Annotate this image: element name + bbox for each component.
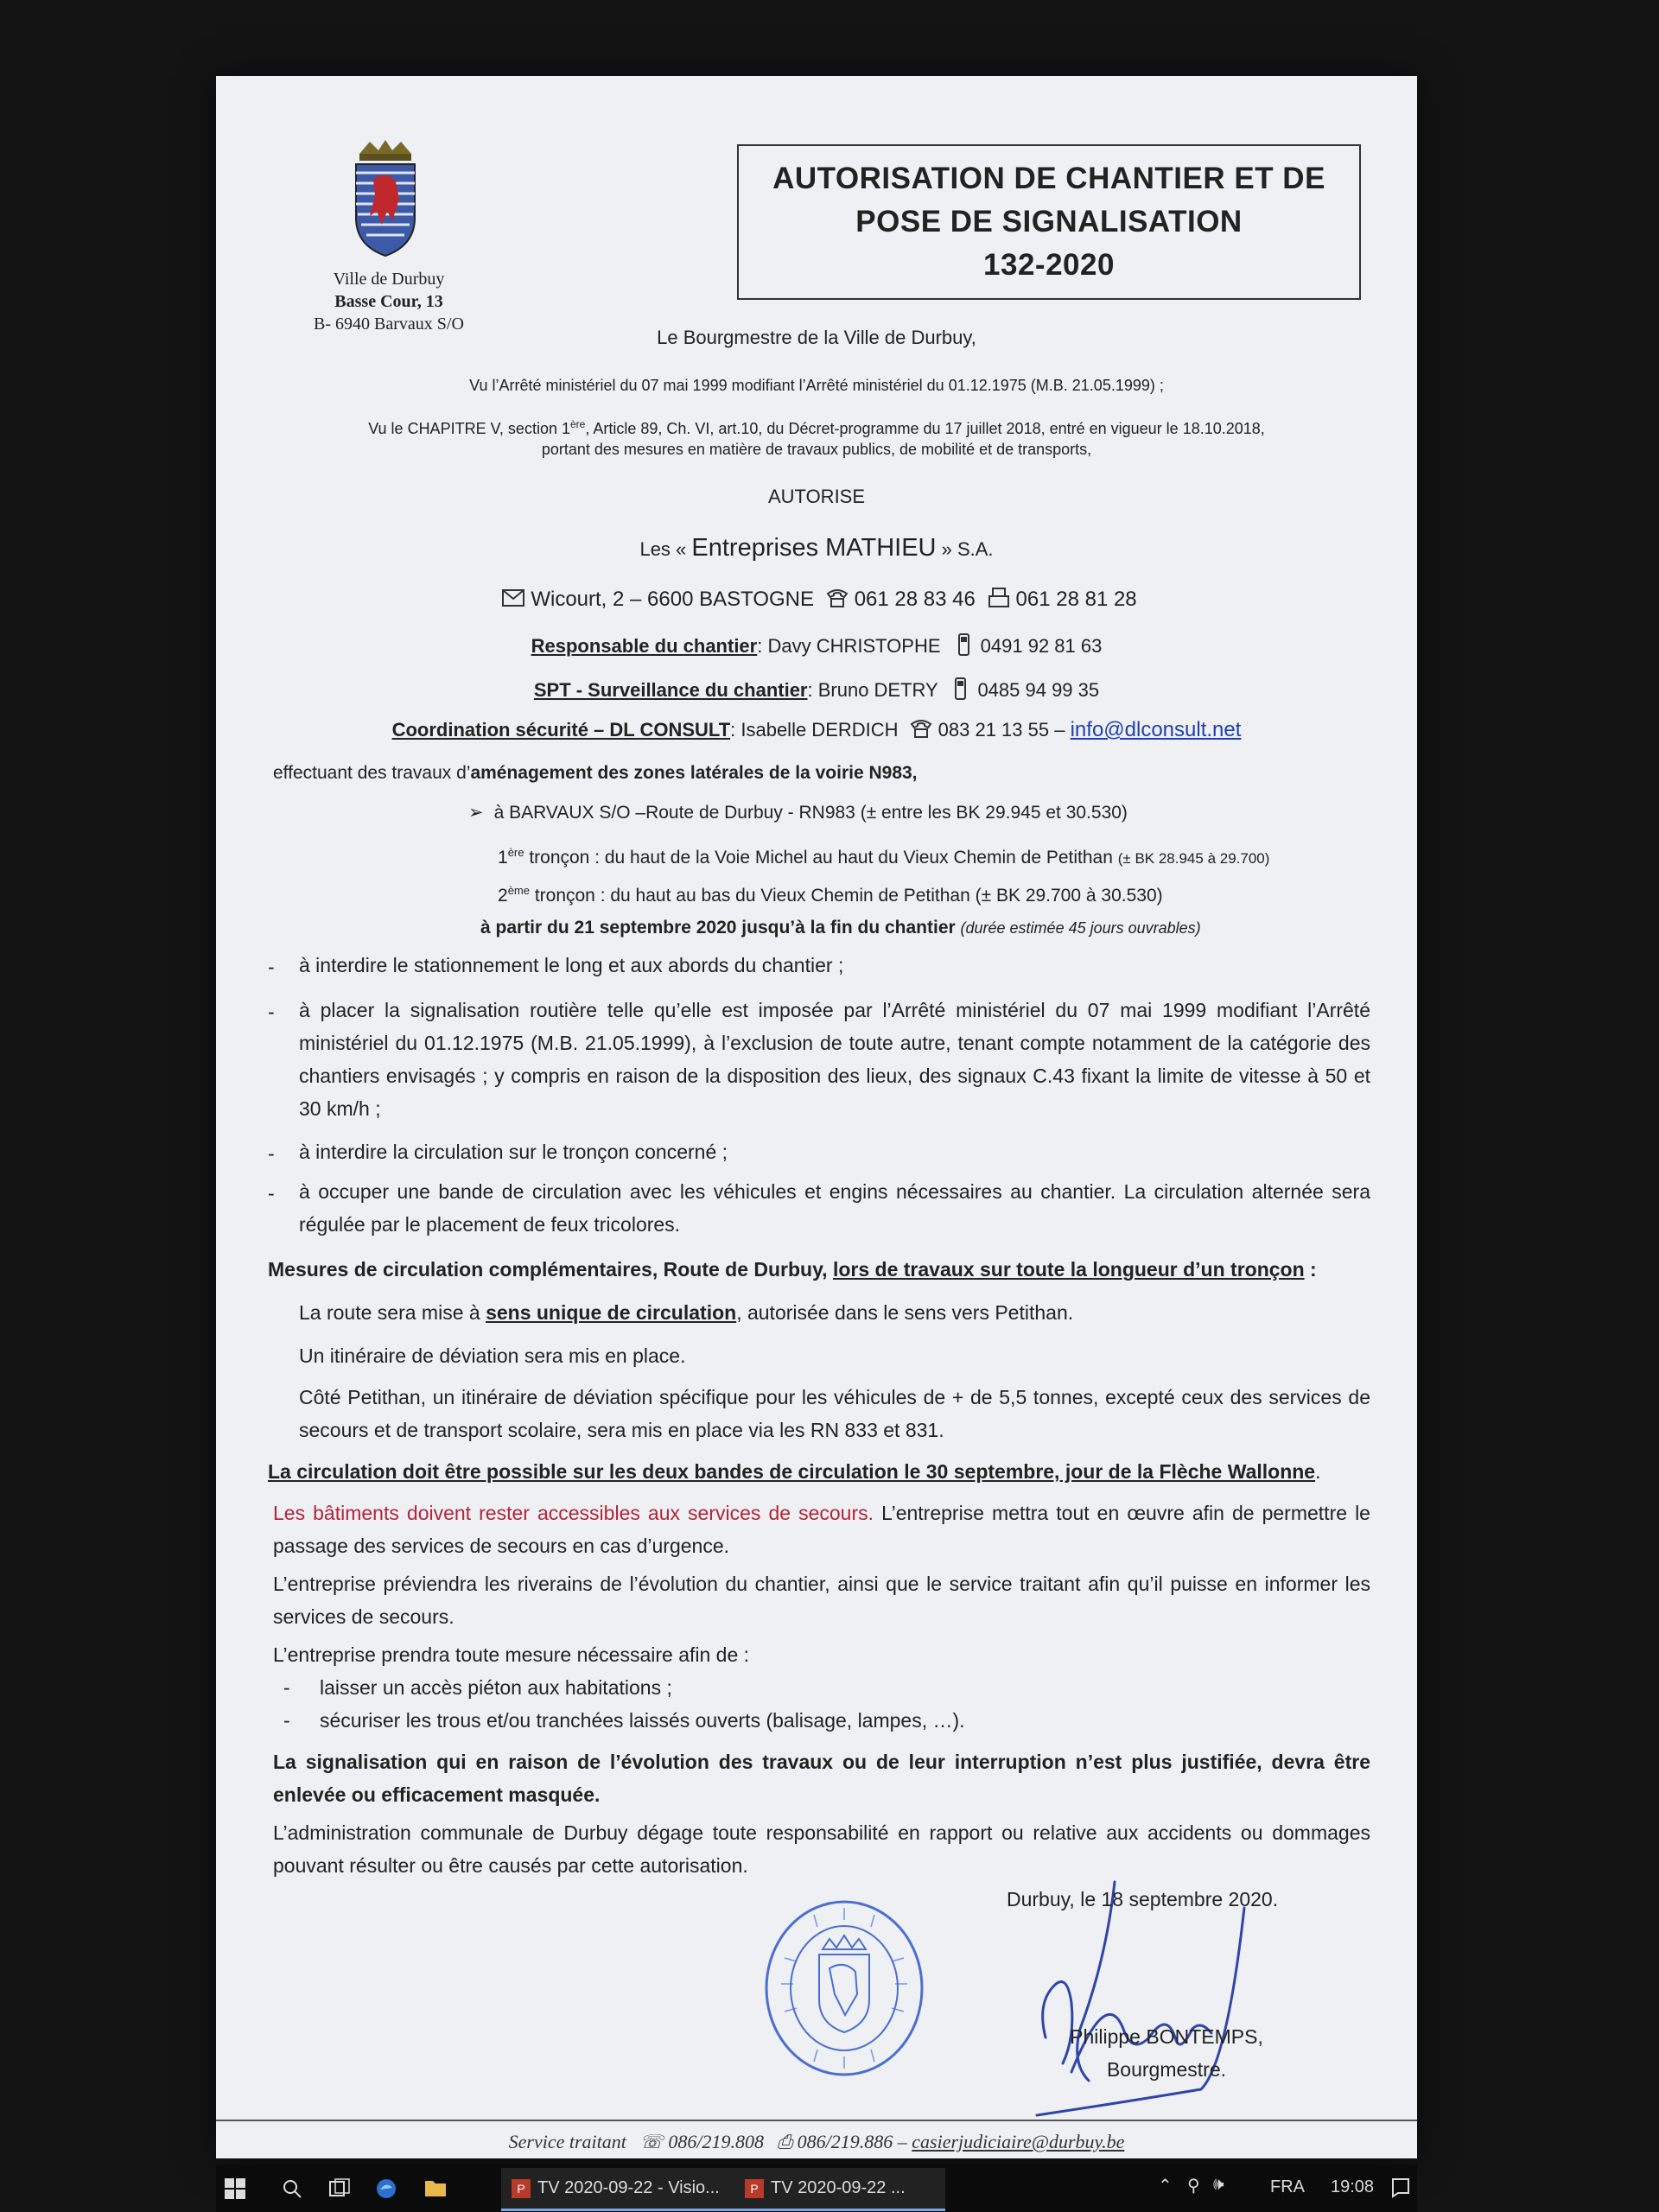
disclaimer: L’administration communale de Durbuy dégage toute responsabilité en rapport ou relative aux accidents ou dommages pouvant résulter ou être causés par cette autorisation. bbox=[273, 1821, 1370, 1877]
authority-line: Le Bourgmestre de la Ville de Durbuy, bbox=[657, 327, 976, 348]
file-explorer-icon[interactable] bbox=[423, 2177, 448, 2198]
visio-app-icon: P bbox=[512, 2179, 531, 2198]
signage-removal: La signalisation qui en raison de l’évolution des travaux ou de leur interruption n’est plus justifiée, devra être enlevée ou efficacement masquée. bbox=[273, 1751, 1370, 1806]
autorise-heading: AUTORISE bbox=[767, 486, 866, 507]
site-surveillance-name: : Bruno DETRY bbox=[807, 679, 938, 701]
fax-icon bbox=[987, 587, 1011, 609]
arrow-bullet-icon: ➢ bbox=[468, 803, 484, 823]
mobile-phone-icon bbox=[951, 633, 976, 656]
footer-contact bbox=[216, 2131, 1417, 2153]
company-prefix: Les « bbox=[639, 538, 687, 560]
company-fax: 061 28 81 28 bbox=[1015, 588, 1137, 611]
town-name: Ville de Durbuy bbox=[333, 270, 445, 289]
condition-3: à interdire la circulation sur le tronçon concerné ; bbox=[299, 1141, 728, 1163]
measures-heading-c: : bbox=[1304, 1258, 1317, 1281]
emergency-access bbox=[273, 1497, 1370, 1562]
fleche-wallonne-notice-end: . bbox=[1315, 1460, 1321, 1483]
works-intro bbox=[273, 757, 918, 790]
municipal-stamp-icon bbox=[762, 1897, 926, 2079]
footer-email-link[interactable]: casierjudiciaire@durbuy.be bbox=[912, 2131, 1125, 2152]
safety-coordination-phone: 083 21 13 55 – bbox=[938, 719, 1065, 741]
taskbar-app-second-label: TV 2020-09-22 ... bbox=[771, 2178, 906, 2197]
network-icon[interactable]: ⚲ bbox=[1187, 2177, 1200, 2196]
safety-coordination-name: : Isabelle DERDICH bbox=[730, 719, 899, 741]
site-surveillance-phone: 0485 94 99 35 bbox=[977, 679, 1100, 701]
company-suffix: » S.A. bbox=[941, 538, 994, 560]
measure-one-way-a: La route sera mise à bbox=[299, 1301, 486, 1324]
site-manager-line bbox=[216, 633, 1417, 658]
edge-browser-icon[interactable] bbox=[375, 2177, 397, 2200]
bullet-dash: - bbox=[283, 1709, 290, 1732]
taskbar bbox=[216, 2164, 1417, 2212]
bullet-dash: - bbox=[268, 956, 275, 978]
works-intro-b: aménagement des zones latérales de la voirie N983, bbox=[470, 763, 918, 783]
volume-icon[interactable]: 🕪 bbox=[1213, 2175, 1224, 2194]
document-app-icon: P bbox=[745, 2179, 764, 2198]
signatory bbox=[1011, 2020, 1322, 2086]
bullet-dash: - bbox=[283, 1676, 290, 1699]
measure-one-way-c: , autorisée dans le sens vers Petithan. bbox=[736, 1301, 1074, 1324]
condition-2: à placer la signalisation routière telle qu’elle est imposée par l’Arrêté ministériel du 07 mai 1999 modifiant l’Arrêté ministériel du 01.12.1975 (M.B. 21.05.1999), à l’exclusion de toute autre, tenant compte notamment de la catégorie des chantiers envisagés ; y compris en raison de la disposition des lieux, des signaux C.43 fixant la limite de vitesse à 50 et 30 km/h ; bbox=[299, 999, 1370, 1120]
measure-pedestrian-access: laisser un accès piéton aux habitations ; bbox=[320, 1676, 672, 1699]
footer-divider bbox=[216, 2120, 1417, 2121]
title-line-2: POSE DE SIGNALISATION bbox=[855, 205, 1243, 238]
safety-coordination-email-link[interactable]: info@dlconsult.net bbox=[1070, 718, 1242, 741]
company-contact-line bbox=[216, 587, 1417, 612]
measure-secure-trenches: sécuriser les trous et/ou tranchées laissés ouverts (balisage, lampes, …). bbox=[320, 1709, 965, 1732]
title-line-1: AUTORISATION DE CHANTIER ET DE bbox=[772, 162, 1325, 195]
title-number: 132-2020 bbox=[983, 248, 1115, 282]
town-street: Basse Cour, 13 bbox=[334, 292, 443, 311]
section-1 bbox=[498, 836, 1269, 875]
legal-reference-2 bbox=[216, 418, 1417, 438]
works-period-note: (durée estimée 45 jours ouvrables) bbox=[960, 919, 1201, 937]
section-1-range: (± BK 28.945 à 29.700) bbox=[1117, 850, 1270, 867]
fleche-wallonne-notice-text: La circulation doit être possible sur les deux bandes de circulation le 30 septembre, jour de la Flèche Wallonne bbox=[268, 1460, 1316, 1483]
fleche-wallonne-notice bbox=[268, 1455, 1320, 1488]
legal-reference-2-a: Vu le CHAPITRE V, section 1 bbox=[368, 420, 570, 437]
works-location bbox=[468, 797, 1128, 830]
bullet-dash: - bbox=[268, 1182, 275, 1205]
site-manager-name: : Davy CHRISTOPHE bbox=[757, 635, 941, 657]
section-2-sup: ème bbox=[507, 884, 530, 897]
site-manager-label: Responsable du chantier bbox=[531, 635, 758, 657]
town-address bbox=[285, 268, 493, 335]
measures-heading-a: Mesures de circulation complémentaires, Route de Durbuy, bbox=[268, 1258, 833, 1281]
fax-icon: ⎙ bbox=[777, 2131, 793, 2152]
inform-residents: L’entreprise préviendra les riverains de l’évolution du chantier, ainsi que le service traitant afin qu’il puisse en informer les services de secours. bbox=[273, 1573, 1370, 1628]
clock-time[interactable]: 19:08 bbox=[1331, 2177, 1375, 2196]
condition-4: à occuper une bande de circulation avec les véhicules et engins nécessaires au chantier. La circulation alternée sera régulée par le placement de feux tricolores. bbox=[299, 1180, 1370, 1236]
section-2-num: 2 bbox=[498, 886, 508, 906]
legal-reference-3: portant des mesures en matière de travaux publics, de mobilité et de transports, bbox=[541, 441, 1092, 458]
company-phone: 061 28 83 46 bbox=[854, 588, 976, 611]
company-name-line bbox=[216, 534, 1417, 563]
works-intro-a: effectuant des travaux d’ bbox=[273, 763, 471, 783]
windows-start-icon[interactable] bbox=[225, 2178, 245, 2199]
footer-phone: 086/219.808 bbox=[668, 2131, 765, 2152]
emergency-access-text: L’entreprise mettra tout en œuvre afin de permettre le passage des services de secours en cas d’urgence. bbox=[273, 1502, 1370, 1557]
measure-one-way-b: sens unique de circulation bbox=[486, 1301, 737, 1324]
taskbar-app-visio-label: TV 2020-09-22 - Visio... bbox=[537, 2178, 720, 2197]
bullet-dash: - bbox=[268, 1142, 275, 1165]
signatory-name: Philippe BONTEMPS, bbox=[1070, 2025, 1263, 2048]
document-page bbox=[216, 76, 1417, 2158]
document-title-box bbox=[737, 144, 1361, 300]
measures-heading bbox=[268, 1253, 1317, 1286]
search-icon[interactable] bbox=[282, 2178, 302, 2199]
section-1-num: 1 bbox=[498, 848, 508, 868]
footer-fax: 086/219.886 – bbox=[797, 2131, 907, 2152]
measures-intro: L’entreprise prendra toute mesure nécessaire afin de : bbox=[273, 1643, 750, 1666]
legal-reference-1: Vu l’Arrêté ministériel du 07 mai 1999 modifiant l’Arrêté ministériel du 01.12.1975 (M.B. 21.05.1999) ; bbox=[469, 377, 1164, 394]
site-manager-phone: 0491 92 81 63 bbox=[980, 635, 1103, 657]
section-2-text: tronçon : du haut au bas du Vieux Chemin de Petithan (± BK 29.700 à 30.530) bbox=[529, 886, 1163, 906]
measure-detour: Un itinéraire de déviation sera mis en place. bbox=[299, 1344, 686, 1367]
legal-reference-2-b: , Article 89, Ch. VI, art.10, du Décret-programme du 17 juillet 2018, entré en vigueur le 18.10.2018, bbox=[585, 420, 1265, 437]
measure-one-way bbox=[299, 1296, 1073, 1329]
chevron-up-icon[interactable]: ⌃ bbox=[1158, 2177, 1173, 2196]
place-and-date: Durbuy, le 18 septembre 2020. bbox=[1007, 1888, 1279, 1910]
input-language[interactable]: FRA bbox=[1270, 2177, 1305, 2196]
mail-icon bbox=[501, 587, 525, 609]
taskbar-app-second[interactable] bbox=[734, 2168, 945, 2211]
notification-icon[interactable] bbox=[1391, 2177, 1410, 2198]
durbuy-crest-icon bbox=[344, 138, 427, 259]
company-address: Wicourt, 2 – 6600 BASTOGNE bbox=[531, 588, 815, 611]
company-name: Entreprises MATHIEU bbox=[691, 534, 937, 562]
measure-heavy-vehicles: Côté Petithan, un itinéraire de déviation spécifique pour les véhicules de + de 5,5 tonnes, excepté ceux des services de secours et de transport scolaire, sera mis en place via les RN 833 et 831. bbox=[299, 1386, 1370, 1441]
condition-1: à interdire le stationnement le long et aux abords du chantier ; bbox=[299, 954, 844, 976]
works-period-text: à partir du 21 septembre 2020 jusqu’à la fin du chantier bbox=[480, 918, 961, 938]
footer-label: Service traitant bbox=[508, 2131, 626, 2152]
signatory-role: Bourgmestre. bbox=[1106, 2058, 1227, 2081]
section-1-sup: ère bbox=[507, 846, 524, 859]
phone-icon bbox=[825, 587, 849, 609]
safety-coordination-label: Coordination sécurité – DL CONSULT bbox=[391, 719, 731, 741]
site-surveillance-label: SPT - Surveillance du chantier bbox=[533, 679, 808, 701]
legal-reference-2-sup: ère bbox=[569, 418, 586, 430]
section-1-text: tronçon : du haut de la Voie Michel au haut du Vieux Chemin de Petithan bbox=[524, 848, 1118, 868]
works-period bbox=[480, 912, 1201, 944]
emergency-access-warning: Les bâtiments doivent rester accessibles aux services de secours. bbox=[273, 1502, 874, 1524]
section-2 bbox=[498, 874, 1163, 912]
measures-heading-b: lors de travaux sur toute la longueur d’un tronçon bbox=[832, 1258, 1305, 1281]
bullet-dash: - bbox=[268, 1001, 275, 1023]
safety-coordination-line bbox=[216, 717, 1417, 742]
phone-icon bbox=[909, 717, 933, 740]
phone-icon: ☏ bbox=[639, 2131, 664, 2152]
task-view-icon[interactable] bbox=[328, 2178, 351, 2199]
town-city: B- 6940 Barvaux S/O bbox=[314, 315, 464, 334]
mobile-phone-icon bbox=[948, 677, 972, 700]
taskbar-app-visio[interactable] bbox=[501, 2168, 738, 2211]
site-surveillance-line bbox=[216, 677, 1417, 702]
works-location-text: à BARVAUX S/O –Route de Durbuy - RN983 (± entre les BK 29.945 et 30.530) bbox=[493, 803, 1128, 823]
